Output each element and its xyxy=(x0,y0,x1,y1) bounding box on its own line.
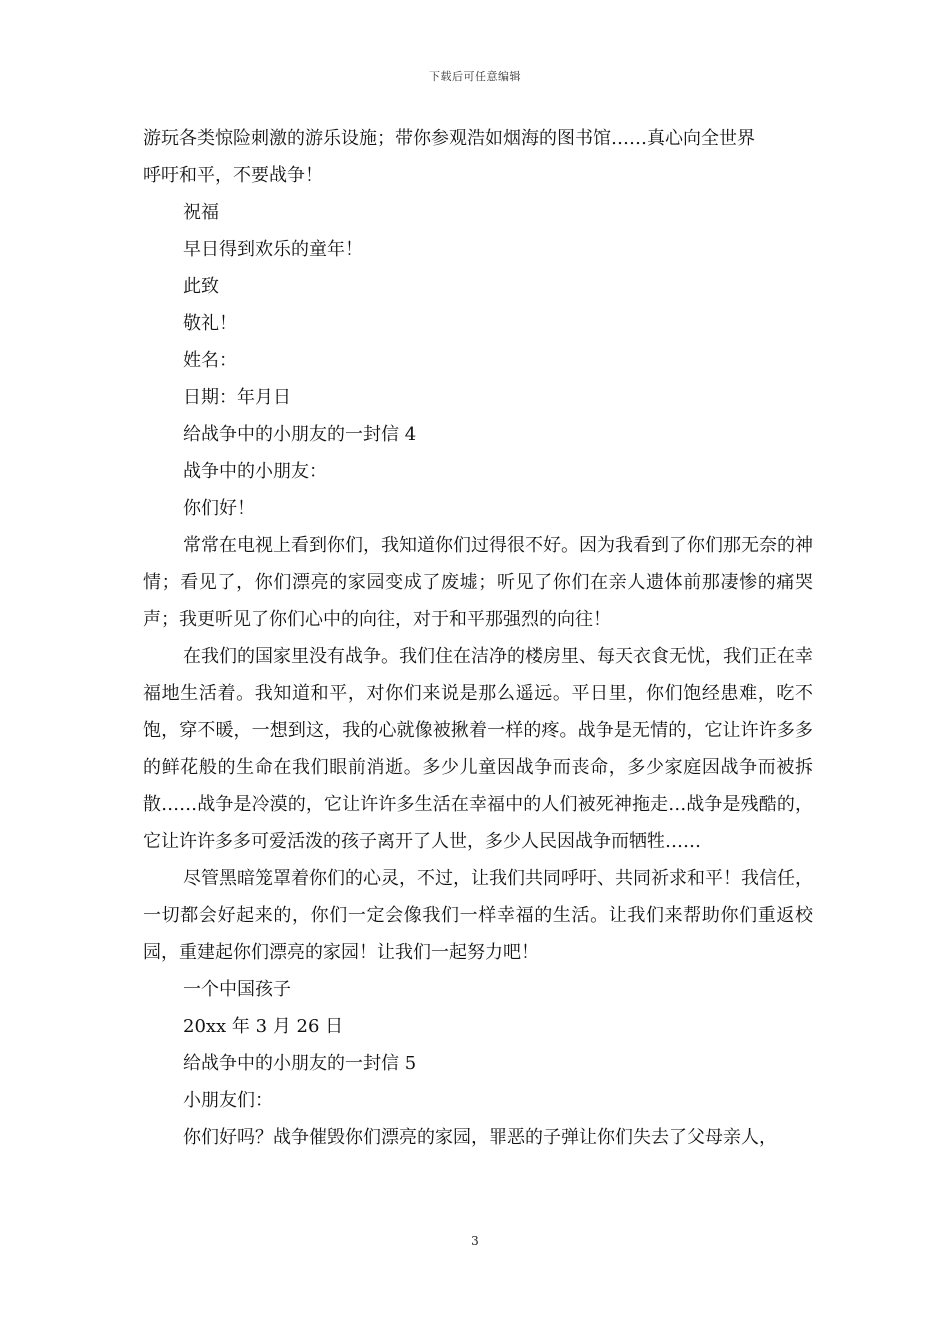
paragraph: 尽管黑暗笼罩着你们的心灵，不过，让我们共同呼吁、共同祈求和平！我信任，一切都会好起来的，你们一定会像我们一样幸福的生活。让我们来帮助你们重返校园，重建起你们漂亮的家园！让我们一起努力吧！ xyxy=(143,868,813,963)
letter-greeting: 你们好！ xyxy=(183,498,255,519)
paragraph: 常常在电视上看到你们，我知道你们过得很不好。因为我看到了你们那无奈的神情；看见了，你们漂亮的家园变成了废墟；听见了你们在亲人遗体前那凄惨的痛哭声；我更听见了你们心中的向往，对于和平那强烈的向往！ xyxy=(143,535,813,630)
closing-line: 此致 xyxy=(183,276,219,297)
paragraph: 在我们的国家里没有战争。我们住在洁净的楼房里、每天衣食无忧，我们正在幸福地生活着。我知道和平，对你们来说是那么遥远。平日里，你们饱经患难，吃不饱，穿不暖，一想到这，我的心就像被揪着一样的疼。战争是无情的，它让许许多多的鲜花般的生命在我们眼前消逝。多少儿童因战争而丧命，多少家庭因战争而被拆散……战争是冷漠的，它让许许多生活在幸福中的人们被死神拖走…战争是残酷的，它让许许多多可爱活泼的孩子离开了人世，多少人民因战争而牺牲…… xyxy=(143,646,813,852)
text-line: 游玩各类惊险刺激的游乐设施；带你参观浩如烟海的图书馆……真心向全世界 xyxy=(143,128,755,149)
paragraph-start: 你们好吗？战争催毁你们漂亮的家园，罪恶的子弹让你们失去了父母亲人， xyxy=(183,1127,777,1148)
letter-title: 给战争中的小朋友的一封信 4 xyxy=(183,424,417,445)
document-body xyxy=(143,120,813,1156)
name-label: 姓名： xyxy=(183,350,237,371)
letter-date: 20xx 年 3 月 26 日 xyxy=(183,1016,344,1037)
page-number: 3 xyxy=(471,1234,479,1248)
date-label: 日期：年月日 xyxy=(183,387,291,408)
letter-salutation: 战争中的小朋友： xyxy=(183,461,327,482)
letter-salutation: 小朋友们： xyxy=(183,1090,273,1111)
closing-line: 敬礼！ xyxy=(183,313,237,334)
blessing-line: 祝福 xyxy=(183,202,219,223)
header-note: 下载后可任意编辑 xyxy=(429,70,521,83)
text-line: 呼吁和平，不要战争！ xyxy=(143,165,323,186)
wish-line: 早日得到欢乐的童年！ xyxy=(183,239,363,260)
letter-signature: 一个中国孩子 xyxy=(183,979,291,1000)
letter-title: 给战争中的小朋友的一封信 5 xyxy=(183,1053,417,1074)
